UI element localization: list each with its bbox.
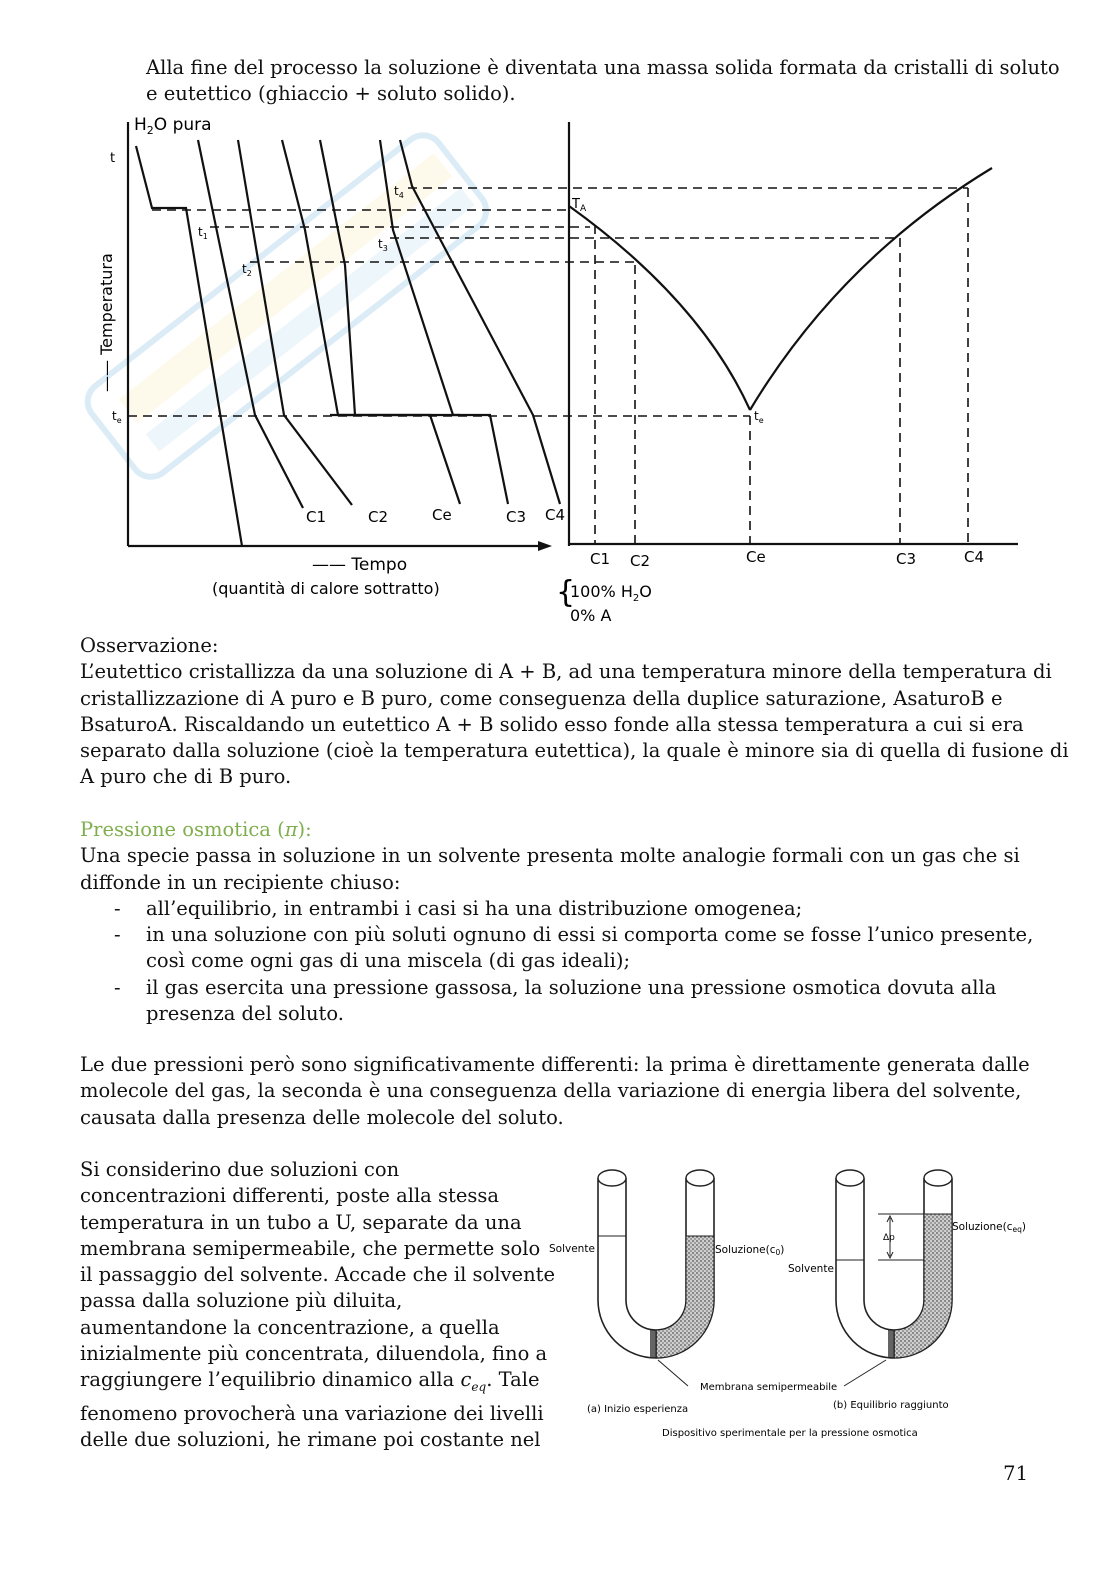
osmotic-heading: Pressione osmotica (π): (80, 818, 312, 841)
label-t4: $t_4$ (394, 184, 404, 200)
composition-100-h2o: 100% $H_2O$ (570, 582, 652, 604)
u-tube-b (836, 1170, 952, 1358)
curve-h2o (136, 146, 242, 546)
bullet-3: - il gas esercita una pressione gassosa, la soluzione una pressione osmotica dovuta alla presenza del soluto. (80, 975, 1040, 1028)
curve-cx (320, 140, 355, 415)
intro-paragraph (146, 55, 1060, 108)
right-label-c4: C4 (964, 548, 985, 566)
left-label-c4: C4 (545, 506, 566, 524)
para3-line-1: Si considerino due soluzioni con (80, 1158, 400, 1181)
osmotic-pressure-diagram (540, 1160, 1040, 1450)
para3-line-2: concentrazioni differenti, poste alla stessa (80, 1184, 500, 1208)
x-axis-label: —— Tempo (312, 555, 408, 575)
caption-b: (b) Equilibrio raggiunto (833, 1400, 949, 1411)
curve-c4 (400, 140, 560, 504)
u-tube-a (598, 1170, 714, 1358)
right-label-ce: Ce (746, 548, 766, 566)
eutectic-diagram (90, 110, 1030, 630)
label-te-right: $t_e$ (754, 409, 764, 425)
label-t1: $t_1$ (198, 225, 208, 241)
left-label-c3: C3 (506, 508, 527, 526)
right-label-c3: C3 (896, 550, 917, 568)
y-axis-label: —— Temperatura (97, 253, 116, 392)
composition-0-a: 0% A (570, 606, 612, 625)
x-axis-sublabel: (quantità di calore sottratto) (212, 579, 440, 598)
observation-line-2: cristallizzazione di A puro e B puro, come conseguenza della duplice saturazione, AsaturoB e (80, 686, 1003, 710)
left-label-c1: C1 (306, 508, 327, 526)
label-delta-p: Δp (883, 1233, 895, 1243)
right-label-c1: C1 (590, 550, 611, 568)
observation-line-3: BsaturoA. Riscaldando un eutettico A + B solido esso fonde alla stessa temperatura a cui si era (80, 712, 1024, 736)
osmotic-intro-2: diffonde in un recipiente chiuso: (80, 870, 401, 894)
observation-line-1: L’eutettico cristallizza da una soluzione di A + B, ad una temperatura minore della temperatura di (80, 660, 1052, 684)
pressure-difference-paragraph (80, 1052, 1040, 1131)
label-t: t (110, 151, 116, 166)
observation-line-5: A puro che di B puro. (80, 765, 292, 789)
label-solvente-b: Solvente (788, 1263, 834, 1275)
label-t3: $t_3$ (378, 237, 388, 253)
para3-line-4: membrana semipermeabile, che permette solo (80, 1236, 541, 1260)
label-TA: $T_A$ (572, 197, 587, 214)
osmotic-intro-1: Una specie passa in soluzione in un solvente presenta molte analogie formali con un gas che si (80, 844, 1020, 868)
label-membrana: Membrana semipermeabile (700, 1382, 838, 1393)
u-tube-paragraph (80, 1157, 556, 1453)
para3-line-8: inizialmente più concentrata, diluendola, fino a (80, 1342, 548, 1366)
right-label-c2: C2 (630, 552, 651, 570)
bullet-2: - in una soluzione con più soluti ognuno di essi si comporta come se fosse l’unico presente, così come ogni gas di una miscela (di gas ideali); (80, 922, 1040, 975)
intro-line-1: Alla fine del processo la soluzione è diventata una massa solida formata da cristalli di soluto (146, 56, 1060, 79)
para3-line-7: aumentandone la concentrazione, a quella (80, 1315, 500, 1339)
label-soluzione-b: Soluzione(ceq) (952, 1221, 1026, 1234)
observation-title: Osservazione: (80, 634, 219, 657)
curve-c1 (198, 140, 303, 508)
para3-line-5: il passaggio del solvente. Accade che il solvente (80, 1263, 556, 1287)
left-label-c2: C2 (368, 508, 389, 526)
page-number: 71 (1003, 1462, 1028, 1485)
para3-line-3: temperatura in un tubo a U, separate da una (80, 1210, 522, 1234)
liquidus-left (569, 206, 750, 410)
intro-line-2: e eutettico (ghiaccio + soluto solido). (146, 82, 516, 106)
label-t2: $t_2$ (242, 262, 252, 278)
para3-line-10: fenomeno provocherà una variazione dei livelli (80, 1401, 544, 1425)
para2-line-1: Le due pressioni però sono significativamente differenti: la prima è direttamente generata dalle (80, 1053, 1030, 1076)
osmotic-section (80, 817, 1040, 1027)
caption-a: (a) Inizio esperienza (587, 1404, 689, 1415)
liquidus-right (750, 168, 992, 410)
observation-line-4: separato dalla soluzione (cioè la temperatura eutettica), la quale è minore sia di quella di fusione di (80, 739, 1069, 763)
para3-line-11: delle due soluzioni, he rimane poi costante nel (80, 1427, 541, 1451)
para3-line-9: raggiungere l’equilibrio dinamico alla $c_{eq}$. Tale (80, 1368, 540, 1395)
label-h2o-pura: $H_2O$ pura (134, 115, 212, 137)
composition-brace: { (556, 575, 576, 610)
para2-line-2: molecole del gas, la seconda è una conseguenza della variazione di energia libera del solvente, (80, 1079, 1022, 1103)
diagram2-title: Dispositivo sperimentale per la pressione osmotica (662, 1428, 918, 1439)
para2-line-3: causata dalla presenza delle molecole del soluto. (80, 1105, 564, 1129)
osmotic-bullets (80, 896, 1040, 1027)
bullet-1: - all’equilibrio, in entrambi i casi si ha una distribuzione omogenea; (80, 896, 1040, 922)
para3-line-6: passa dalla soluzione più diluita, (80, 1289, 403, 1313)
label-te: $t_e$ (112, 409, 122, 425)
label-soluzione-a: Soluzione(c0) (715, 1244, 785, 1257)
observation-section (80, 633, 1069, 791)
label-solvente-a: Solvente (549, 1243, 595, 1255)
left-label-ce: Ce (432, 506, 452, 524)
